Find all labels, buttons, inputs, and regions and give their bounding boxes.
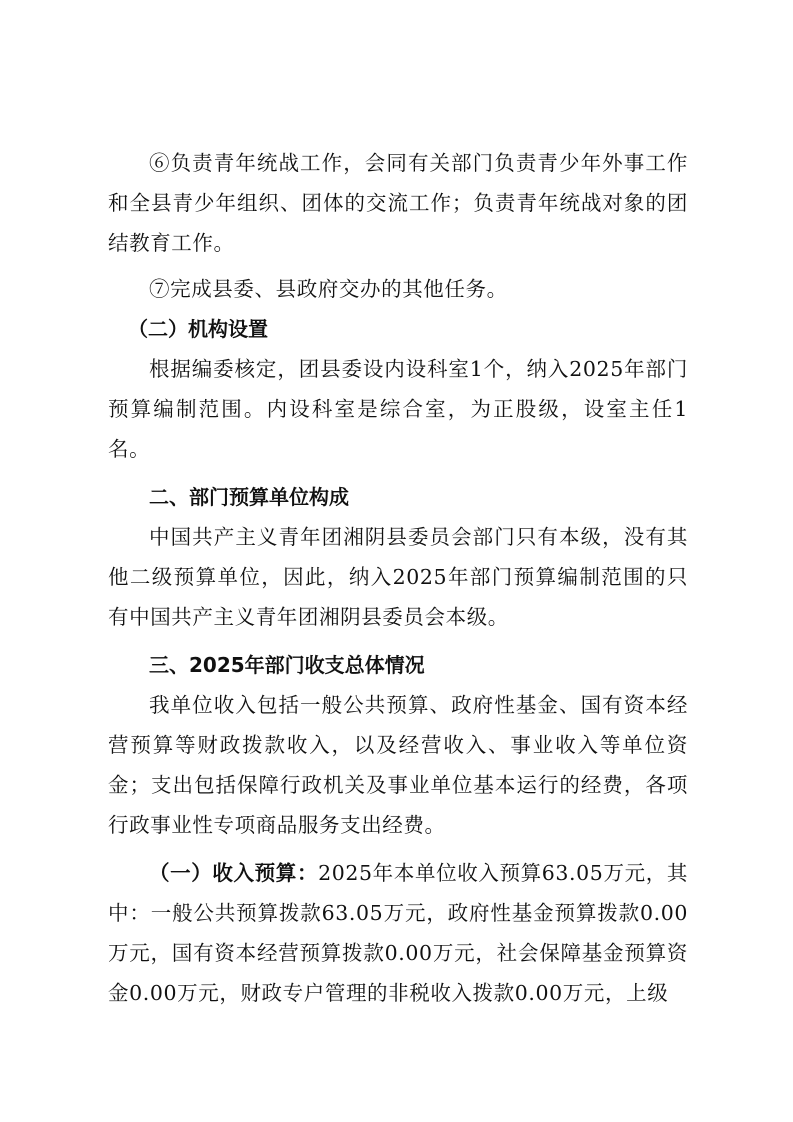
paragraph-income-budget	[108, 853, 688, 1013]
paragraph-duty-7: ⑦完成县委、县政府交办的其他任务。	[149, 277, 508, 301]
income-budget-text: 2025年本单位收入预算63.05万元，其中：一般公共预算拨款63.05万元，政府性基金预算拨款0.00万元，国有资本经营预算拨款0.00万元，社会保障基金预算资金0.00万元，财政专户管理的非税收入拨款0.00万元，上级	[108, 861, 688, 1005]
income-budget-label: （一）收入预算：	[149, 861, 319, 885]
paragraph-duty-6: ⑥负责青年统战工作，会同有关部门负责青少年外事工作和全县青少年组织、团体的交流工作；负责青年统战对象的团结教育工作。	[108, 151, 688, 255]
paragraph-org-structure: 根据编委核定，团县委设内设科室1个，纳入2025年部门预算编制范围。内设科室是综合室，为正股级，设室主任1名。	[108, 357, 688, 461]
document-page	[108, 143, 688, 1013]
heading-org-structure: （二）机构设置	[128, 317, 268, 341]
paragraph-overall-revenue-expenditure: 我单位收入包括一般公共预算、政府性基金、国有资本经营预算等财政拨款收入，以及经营收入、事业收入等单位资金；支出包括保障行政机关及事业单位基本运行的经费，各项行政事业性专项商品服务支出经费。	[108, 693, 688, 837]
paragraph-budget-units: 中国共产主义青年团湘阴县委员会部门只有本级，没有其他二级预算单位，因此，纳入2025年部门预算编制范围的只有中国共产主义青年团湘阴县委员会本级。	[108, 525, 688, 629]
heading-budget-units: 二、部门预算单位构成	[149, 485, 349, 509]
heading-overall-revenue-expenditure: 三、2025年部门收支总体情况	[149, 653, 425, 677]
